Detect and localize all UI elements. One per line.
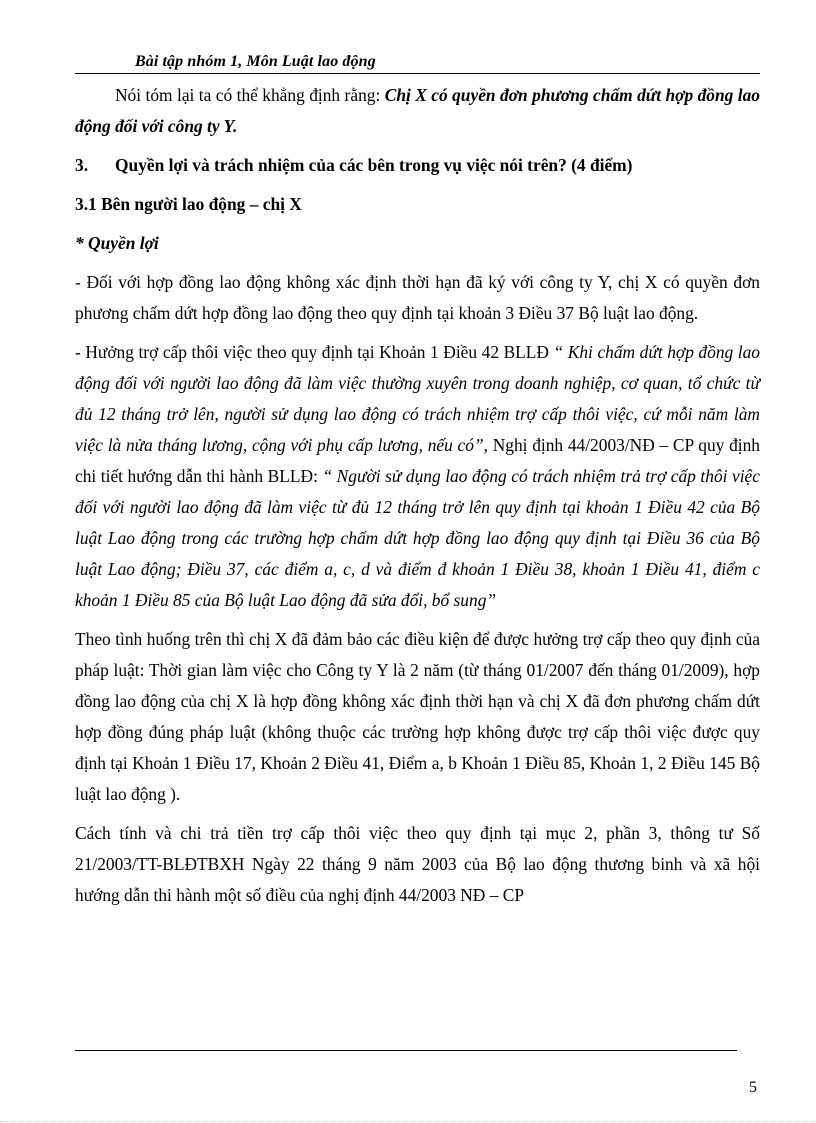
paragraph-calculation-method: Cách tính và chi trả tiền trợ cấp thôi việc theo quy định tại mục 2, phần 3, thông tư Số 21/2003/TT-BLĐTBXH Ngày 22 tháng 9 năm 2003 của Bộ lao động thương binh và xã hội hướng dẫn thi hành một số điều của nghị định 44/2003 NĐ – CP	[75, 823, 760, 905]
summary-paragraph	[75, 80, 760, 142]
footer-divider	[75, 1050, 737, 1051]
summary-lead: Nói tóm lại ta có thể khẳng định rằng:	[115, 85, 385, 105]
paragraph-eligibility-conditions: Theo tình huống trên thì chị X đã đảm bảo các điều kiện để được hưởng trợ cấp theo quy định của pháp luật: Thời gian làm việc cho Công ty Y là 2 năm (từ tháng 01/2007 đến tháng 01/2009), hợp đồng lao động của chị X là hợp đồng không xác định thời hạn và chị X đã đơn phương chấm dứt hợp đồng đúng pháp luật (không thuộc các trường hợp không được trợ cấp thôi việc được quy định tại Khoản 1 Điều 17, Khoản 2 Điều 41, Điểm a, b Khoản 1 Điều 85, Khoản 1, 2 Điều 145 Bộ luật lao động ).	[75, 629, 760, 804]
section-3-heading	[75, 150, 760, 181]
page-body	[75, 80, 760, 911]
page-number: 5	[749, 1079, 757, 1096]
rights-heading: * Quyền lợi	[75, 233, 159, 253]
section-3-title: Quyền lợi và trách nhiệm của các bên trong vụ việc nói trên? (4 điểm)	[115, 155, 633, 175]
page-header	[75, 51, 760, 74]
summary-conclusion: Chị X có quyền đơn phương chấm dứt hợp đồng lao động đối với công ty Y.	[75, 85, 760, 136]
severance-quote-decree: “ Người sử dụng lao động có trách nhiệm trả trợ cấp thôi việc đối với người lao động đã làm việc từ đủ 12 tháng trở lên quy định tại khoản 1 Điều 42 của Bộ luật Lao động trong các trường hợp chấm dứt hợp đồng lao động quy định tại Điều 36 của Bộ luật Lao động; Điều 37, các điểm a, c, d và điểm đ khoản 1 Điều 38, khoản 1 Điều 41, điểm c khoản 1 Điều 85 của Bộ luật Lao động đã sửa đổi, bổ sung”	[75, 466, 760, 610]
page-bottom-edge	[0, 1121, 816, 1122]
section-3-1-heading: 3.1 Bên người lao động – chị X	[75, 194, 302, 214]
severance-decree-reference: , Nghị định 44/2003/NĐ – CP quy định chi tiết hướng dẫn thi hành BLLĐ:	[75, 435, 760, 486]
paragraph-severance-allowance	[75, 337, 760, 616]
section-3-number: 3.	[75, 155, 89, 175]
severance-quote-labor-code: “ Khi chấm dứt hợp đồng lao động đối với người lao động đã làm việc thường xuyên trong doanh nghiệp, cơ quan, tổ chức từ đủ 12 tháng trở lên, người sử dụng lao động có trách nhiệm trợ cấp thôi việc, cứ mỗi năm làm việc là nửa tháng lương, cộng với phụ cấp lương, nếu có”	[75, 342, 760, 455]
paragraph-contract-termination: - Đối với hợp đồng lao động không xác định thời hạn đã ký với công ty Y, chị X có quyền đơn phương chấm dứt hợp đồng lao động theo quy định tại khoản 3 Điều 37 Bộ luật lao động.	[75, 272, 760, 323]
severance-lead: - Hưởng trợ cấp thôi việc theo quy định tại Khoản 1 Điều 42 BLLĐ	[75, 342, 554, 362]
header-title: Bài tập nhóm 1, Môn Luật lao động	[135, 53, 376, 70]
